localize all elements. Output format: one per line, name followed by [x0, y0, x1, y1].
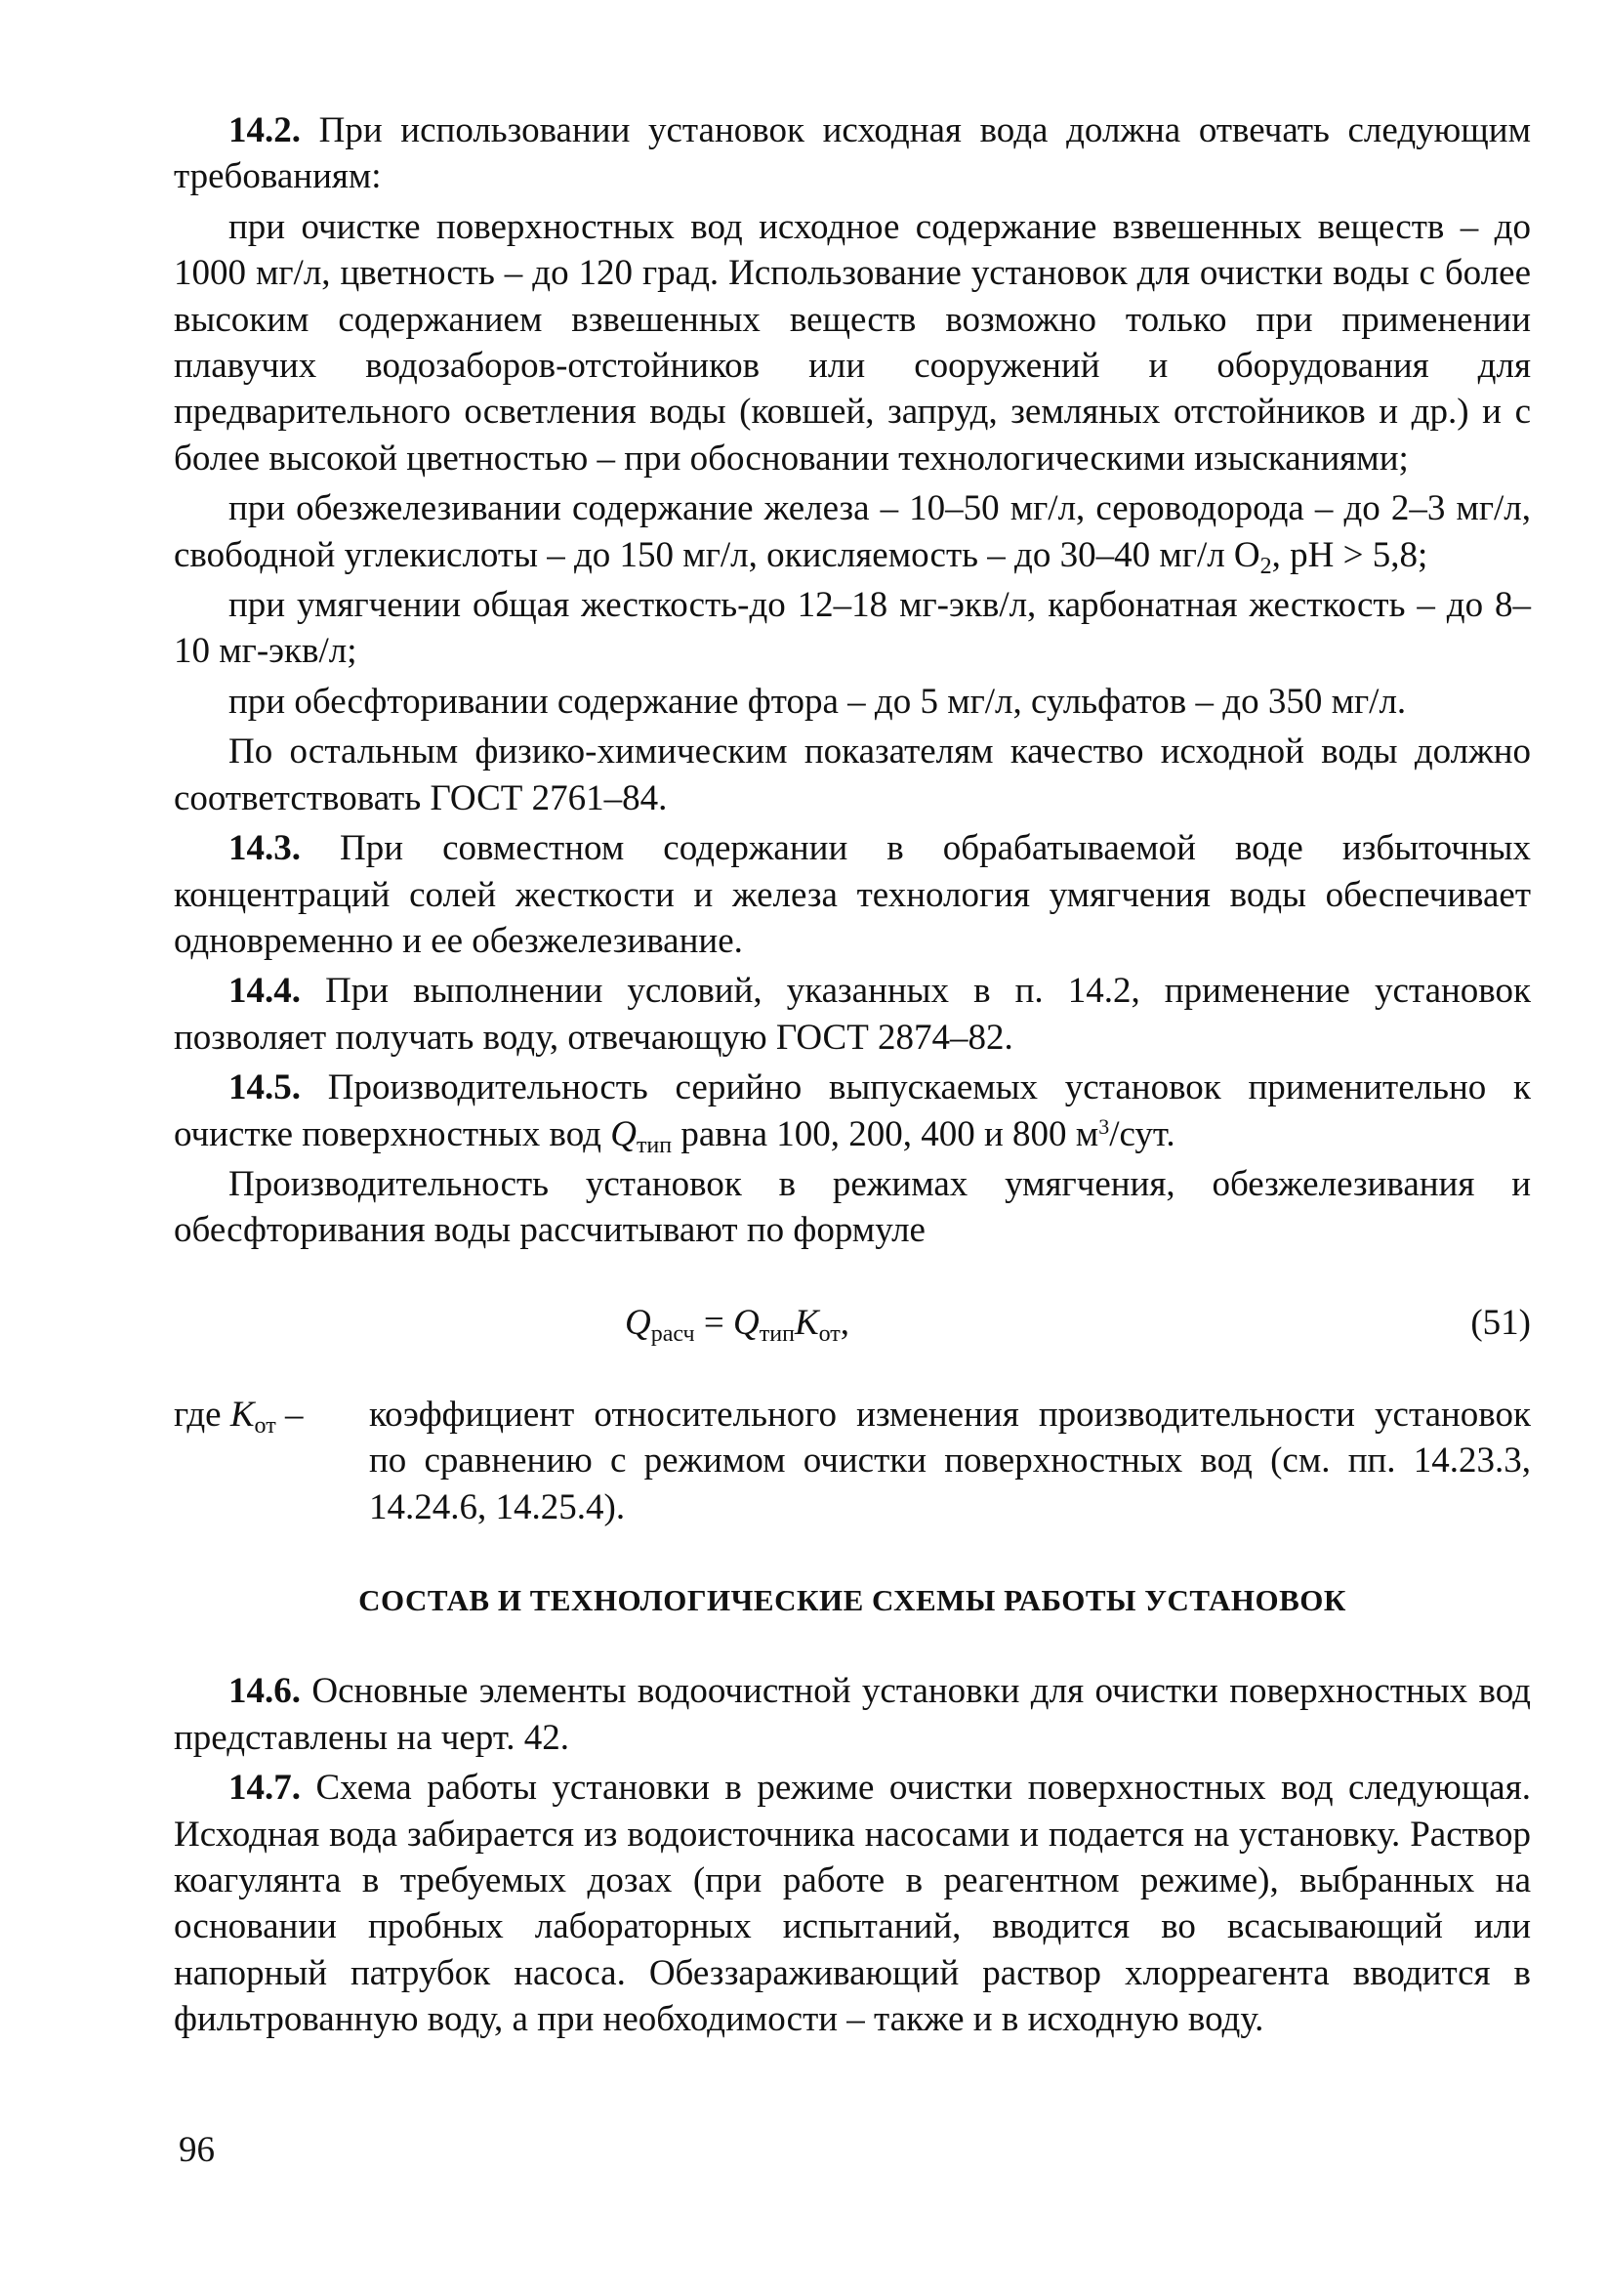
clause-number: 14.6. [228, 1671, 301, 1712]
clause-14-6 [174, 1668, 1531, 1761]
clause-number: 14.5. [228, 1067, 301, 1108]
other-parameters-paragraph: По остальным физико-химическим показателям качество исходной воды должно соответствовать ГОСТ 2761–84. [174, 731, 1531, 818]
document-page [174, 107, 1531, 2043]
clause-14-7 [174, 1765, 1531, 2042]
clause-number: 14.2. [228, 110, 301, 150]
calculation-intro: Производительность установок в режимах умягчения, обезжелезивания и обесфторивания воды рассчитывают по формуле [174, 1163, 1531, 1251]
clause-text: При выполнении условий, указанных в п. 14.2, применение установок позволяет получать воду, отвечающую ГОСТ 2874–82. [174, 971, 1531, 1058]
clause-14-5: 14.5. Производительность серийно выпускаемых установок применительно к очистке поверхностных вод $Q_{тип}$ равна 100, 200, 400 и 800 $м^3$/сут. [174, 1067, 1531, 1158]
legend-description: коэффициент относительного изменения производительности установок по сравнению с режимом очистки поверхностных вод (см. пп. 14.23.3, 14.24.6, 14.25.4). [369, 1394, 1531, 1527]
requirement-iron-removal: при обезжелезивании содержание железа – 10–50 мг/л, сероводорода – до 2–3 мг/л, свободной углекислоты – до 150 мг/л, окисляемость – до 30–40 мг/л $О_2$, pH > 5,8; [174, 488, 1531, 579]
clause-text: При совместном содержании в обрабатываемой воде избыточных концентраций солей жесткости и железа технология умягчения воды обеспечивает одновременно и ее обезжелезивание. [174, 828, 1531, 961]
clause-number: 14.7. [228, 1768, 301, 1809]
clause-number: 14.4. [228, 971, 301, 1012]
formula-expression: $Q_{расч} = Q_{тип}K_{от}$, [625, 1302, 850, 1347]
requirement-surface-water: при очистке поверхностных вод исходное содержание взвешенных веществ – до 1000 мг/л, цветность – до 120 град. Использование установок для очистки воды с более высоким содержанием взвешенных веществ возможно только при применении плавучих водозаборов-отстойников или сооружений и оборудования для предварительного осветления воды (ковшей, запруд, земляных отстойников и др.) и с более высокой цветностью – при обосновании технологическими изысканиями; [174, 206, 1531, 479]
clause-14-3 [174, 825, 1531, 964]
clause-14-4 [174, 968, 1531, 1061]
clause-text: При использовании установок исходная вода должна отвечать следующим требованиям: [174, 110, 1532, 197]
section-heading: СОСТАВ И ТЕХНОЛОГИЧЕСКИЕ СХЕМЫ РАБОТЫ УСТАНОВОК [358, 1582, 1346, 1617]
clause-text: Схема работы установки в режиме очистки поверхностных вод следующая. Исходная вода забирается из водоисточника насосами и подается на установку. Раствор коагулянта в требуемых дозах (при работе в реагентном режиме), выбранных на основании пробных лабораторных испытаний, вводится во всасывающий или напорный патрубок насоса. Обеззараживающий раствор хлорреагента вводится в фильтрованную воду, а при необходимости – также и в исходную воду. [174, 1768, 1531, 2040]
legend-symbol: где $K_{от}$ – [174, 1394, 304, 1439]
requirement-defluoridation: при обесфторивании содержание фтора – до 5 мг/л, сульфатов – до 350 мг/л. [228, 681, 1407, 722]
page-number: 96 [179, 2130, 215, 2170]
clause-text: Основные элементы водоочистной установки для очистки поверхностных вод представлены на черт. 42. [174, 1671, 1532, 1758]
formula-legend [174, 1392, 1531, 1530]
formula-number: (51) [1470, 1302, 1531, 1343]
clause-number: 14.3. [228, 828, 301, 869]
requirement-softening: при умягчении общая жесткость-до 12–18 мг-экв/л, карбонатная жесткость – до 8–10 мг-экв/л; [174, 585, 1531, 672]
clause-14-2 [174, 107, 1531, 200]
formula-51 [174, 1300, 1531, 1346]
